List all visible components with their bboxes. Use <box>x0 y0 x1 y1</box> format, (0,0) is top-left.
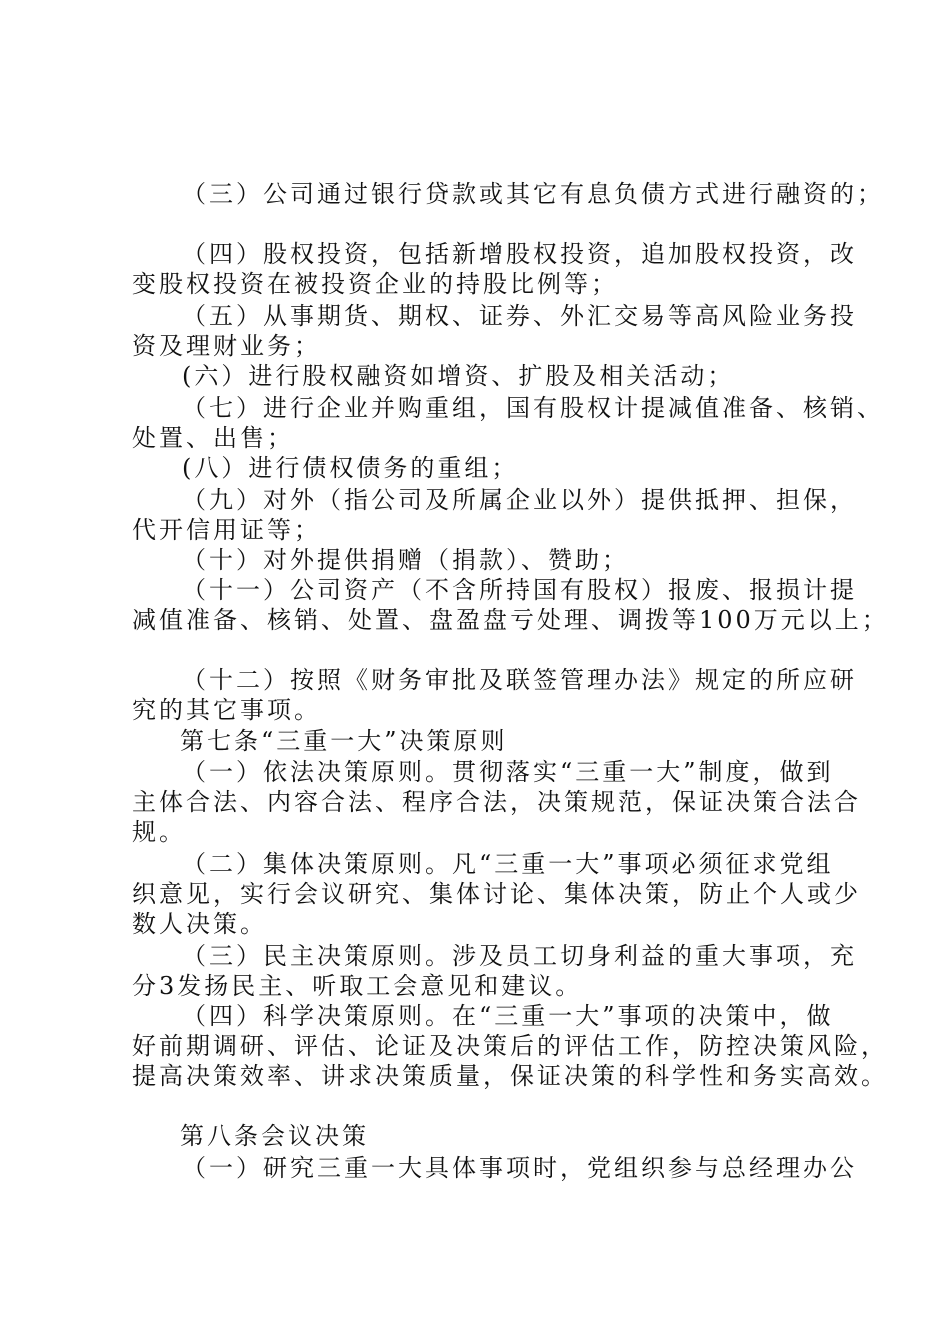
item-3-loans: （三）公司通过银行贷款或其它有息负债方式进行融资的； <box>182 180 884 208</box>
item-9-continued: 代开信用证等； <box>132 516 321 544</box>
principle-2-continued: 织意见，实行会议研究、集体讨论、集体决策，防止个人或少 <box>132 880 861 908</box>
principle-2-end: 数人决策。 <box>132 910 267 938</box>
principle-2-collective: （二）集体决策原则。凡“三重一大”事项必须征求党组 <box>182 850 834 878</box>
article-8-heading: 第八条会议决策 <box>180 1122 369 1150</box>
item-11-asset-disposal: （十一）公司资产（不含所持国有股权）报废、报损计提 <box>182 576 857 604</box>
principle-4-end: 提高决策效率、讲求决策质量，保证决策的科学性和务实高效。 <box>132 1062 888 1090</box>
principle-4-scientific: （四）科学决策原则。在“三重一大”事项的决策中，做 <box>182 1002 834 1030</box>
item-7-mergers: （七）进行企业并购重组，国有股权计提减值准备、核销、 <box>182 394 884 422</box>
principle-4-continued: 好前期调研、评估、论证及决策后的评估工作，防控决策风险， <box>132 1032 888 1060</box>
article-7-heading: 第七条“三重一大”决策原则 <box>180 727 508 755</box>
item-11-continued: 减值准备、核销、处置、盘盈盘亏处理、调拨等100万元以上； <box>132 606 889 634</box>
item-12-continued: 究的其它事项。 <box>132 696 321 724</box>
principle-1-continued: 主体合法、内容合法、程序合法，决策规范，保证决策合法合 <box>132 788 861 816</box>
item-5-continued: 资及理财业务； <box>132 332 321 360</box>
item-5-high-risk: （五）从事期货、期权、证券、外汇交易等高风险业务投 <box>182 302 857 330</box>
item-6-equity-financing: (六）进行股权融资如增资、扩股及相关活动； <box>182 362 735 390</box>
item-9-guarantee: （九）对外（指公司及所属企业以外）提供抵押、担保， <box>182 486 857 514</box>
principle-1-end: 规。 <box>132 818 186 846</box>
item-12-other-matters: （十二）按照《财务审批及联签管理办法》规定的所应研 <box>182 666 857 694</box>
item-8-debt-restructuring: (八）进行债权债务的重组； <box>182 454 519 482</box>
meeting-decision-item-1: （一）研究三重一大具体事项时，党组织参与总经理办公 <box>182 1154 857 1182</box>
principle-3-democratic: （三）民主决策原则。涉及员工切身利益的重大事项，充 <box>182 942 857 970</box>
principle-3-continued: 分3发扬民主、听取工会意见和建议。 <box>132 972 583 1000</box>
item-10-donations: （十）对外提供捐赠（捐款）、赞助； <box>182 546 629 574</box>
item-7-continued: 处置、出售； <box>132 424 294 452</box>
item-4-continued: 变股权投资在被投资企业的持股比例等； <box>132 270 618 298</box>
principle-1-legal: （一）依法决策原则。贯彻落实“三重一大”制度，做到 <box>182 758 834 786</box>
item-4-equity-investment: （四）股权投资，包括新增股权投资，追加股权投资，改 <box>182 240 857 268</box>
